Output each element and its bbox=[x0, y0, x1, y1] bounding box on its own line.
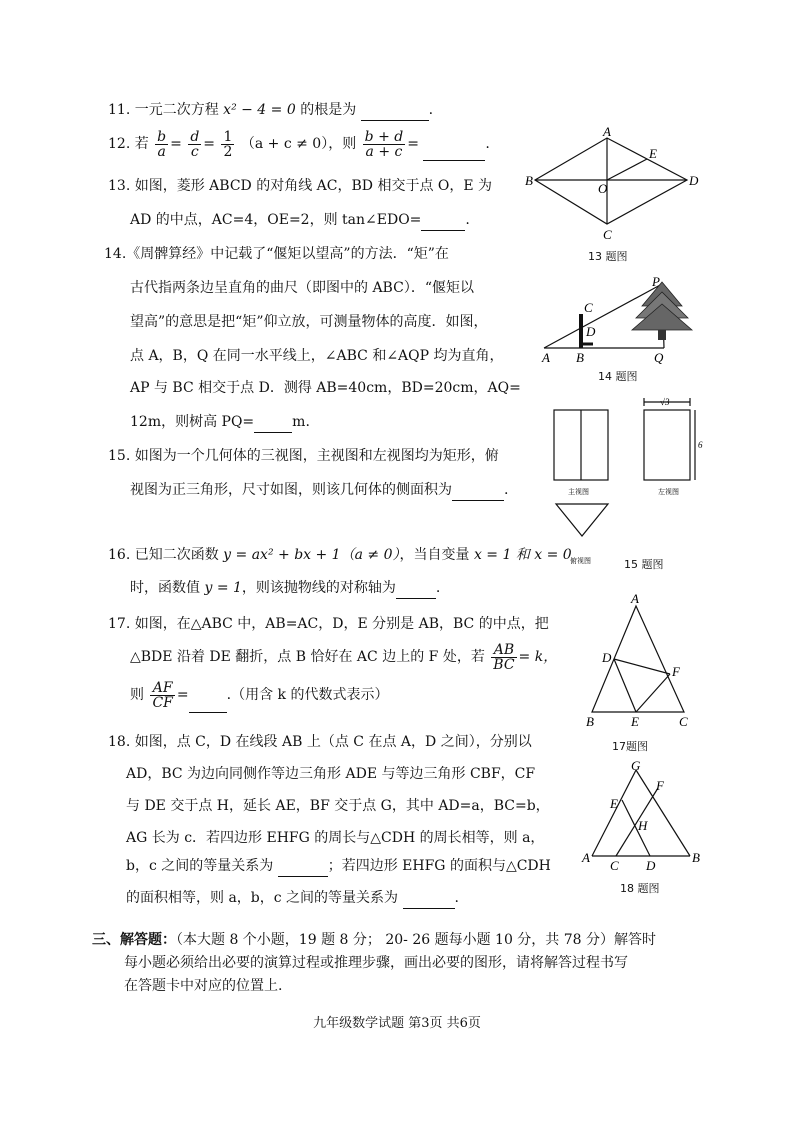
label-f: F bbox=[672, 664, 680, 679]
question-16-line-2 bbox=[130, 578, 440, 599]
fraction bbox=[221, 130, 234, 159]
question-14-line-2: 古代指两条边呈直角的曲尺（即图中的 ABC）．“偃矩以 bbox=[130, 280, 474, 296]
question-17-line-3 bbox=[130, 678, 388, 713]
period: . bbox=[428, 102, 434, 118]
top-view-label: 俯视图 bbox=[570, 557, 591, 565]
label-c: C bbox=[679, 714, 688, 729]
equals-sign: = bbox=[203, 136, 216, 152]
fraction bbox=[155, 130, 168, 159]
answer-blank bbox=[452, 480, 504, 501]
rhombus-abcd bbox=[535, 138, 687, 224]
condition-text: （a + c ≠ 0），则 bbox=[240, 136, 357, 152]
question-number: 18. bbox=[108, 734, 131, 750]
section-3-line-3: 在答题卡中对应的位置上. bbox=[124, 978, 283, 994]
question-18-line-2: AD，BC 为边向同侧作等边三角形 ADE 与等边三角形 CBF，CF bbox=[126, 766, 536, 782]
label-e: E bbox=[610, 796, 618, 811]
label-d: D bbox=[586, 324, 596, 339]
numerator: 1 bbox=[223, 128, 233, 145]
question-text: 视图为正三角形，尺寸如图，则该几何体的侧面积为 bbox=[130, 482, 452, 498]
period: . bbox=[485, 136, 490, 152]
question-number: 13. bbox=[108, 178, 131, 194]
figure-caption: 18 题图 bbox=[620, 882, 660, 895]
label-d: D bbox=[646, 858, 656, 873]
answer-blank bbox=[189, 678, 227, 713]
equilateral-triangles-figure bbox=[580, 758, 710, 876]
label-h: H bbox=[638, 818, 648, 833]
question-text: △BDE 沿着 DE 翻折，点 B 恰好在 AC 边上的 F 处，若 bbox=[130, 649, 485, 665]
label-a: A bbox=[631, 591, 639, 606]
label-b: B bbox=[576, 350, 584, 364]
question-text: AD 的中点，AC=4，OE=2，则 tan∠EDO= bbox=[130, 212, 422, 228]
label-c: C bbox=[610, 858, 619, 873]
ruler-bc bbox=[579, 314, 583, 348]
question-14-line-3: 望高”的意思是把“矩”仰立放，可测量物体的高度．如图， bbox=[130, 314, 488, 330]
section-instructions: （本大题 8 个小题，19 题 8 分； 20- 26 题每小题 10 分，共 78 分）解答时 bbox=[176, 932, 657, 948]
equals-sign: = bbox=[176, 687, 189, 703]
triangle-fold-figure bbox=[580, 590, 700, 730]
question-11 bbox=[108, 100, 433, 121]
label-g: G bbox=[631, 758, 641, 773]
label-p: P bbox=[652, 274, 660, 289]
label-d: D bbox=[602, 650, 612, 665]
question-text: m. bbox=[292, 414, 310, 430]
question-text: 时，函数值 bbox=[130, 580, 200, 596]
numerator: b bbox=[157, 128, 167, 145]
question-text: 《周髀算经》中记载了“偃矩以望高”的方法．“矩”在 bbox=[126, 246, 449, 262]
answer-blank bbox=[361, 100, 429, 121]
question-15-line-2 bbox=[130, 480, 508, 501]
label-c: C bbox=[584, 300, 593, 315]
numerator: d bbox=[190, 128, 200, 145]
width-label: √3 bbox=[660, 397, 670, 407]
segment-de bbox=[614, 659, 636, 712]
period: . bbox=[435, 580, 441, 596]
question-text: .（用含 k 的代数式表示） bbox=[226, 687, 389, 703]
equals-sign: = bbox=[407, 136, 419, 152]
question-text: 12m，则树高 PQ= bbox=[130, 414, 255, 430]
tree-icon bbox=[632, 282, 692, 340]
top-view-triangle bbox=[556, 504, 608, 536]
fraction bbox=[491, 643, 516, 672]
denominator: CF bbox=[152, 694, 173, 711]
question-text: = k， bbox=[518, 649, 558, 665]
label-e: E bbox=[649, 146, 657, 161]
label-f: F bbox=[656, 778, 664, 793]
question-text: 如图，在△ABC 中，AB=AC，D，E 分别是 AB，BC 的中点，把 bbox=[134, 616, 549, 632]
page-footer: 九年级数学试题 第3页 共6页 bbox=[313, 1016, 481, 1031]
label-o: O bbox=[598, 181, 608, 196]
fraction bbox=[363, 130, 406, 159]
numerator: AF bbox=[150, 681, 174, 696]
question-18-line-4: AG 长为 c．若四边形 EHFG 的周长与△CDH 的周长相等，则 a， bbox=[126, 830, 545, 846]
label-b: B bbox=[525, 173, 533, 188]
denominator: a bbox=[157, 143, 166, 160]
question-text: 如图，菱形 ABCD 的对角线 AC，BD 相交于点 O，E 为 bbox=[134, 178, 493, 194]
question-18-line-3: 与 DE 交于点 H，延长 AE，BF 交于点 G，其中 AD=a，BC=b， bbox=[126, 798, 550, 814]
answer-blank bbox=[421, 210, 465, 231]
section-3-line-1 bbox=[92, 930, 656, 950]
question-text: ；若四边形 EHFG 的面积与△CDH bbox=[327, 858, 551, 874]
height-label: 6 bbox=[698, 440, 703, 450]
period: . bbox=[504, 482, 509, 498]
period: . bbox=[465, 212, 470, 228]
question-13-line-2 bbox=[130, 210, 470, 231]
answer-blank bbox=[254, 412, 292, 433]
question-text: 的面积相等，则 a，b，c 之间的等量关系为 bbox=[126, 890, 399, 906]
denominator: 2 bbox=[223, 143, 233, 160]
rhombus-figure bbox=[525, 126, 705, 246]
question-12 bbox=[108, 128, 490, 161]
denominator: c bbox=[190, 143, 199, 160]
question-number: 15. bbox=[108, 448, 131, 464]
question-14-line-4: 点 A，B，Q 在同一水平线上，∠ABC 和∠AQP 均为直角， bbox=[130, 348, 504, 364]
question-number: 14. bbox=[104, 246, 127, 262]
question-18-line-5 bbox=[126, 856, 551, 877]
question-18-line-1 bbox=[108, 732, 532, 752]
question-text: 如图，点 C，D 在线段 AB 上（点 C 在点 A，D 之间），分别以 bbox=[134, 734, 532, 750]
question-17-line-2 bbox=[130, 640, 557, 674]
section-heading: 三、解答题： bbox=[92, 932, 176, 948]
question-text: 则 bbox=[130, 687, 144, 703]
question-15-line-1 bbox=[108, 446, 499, 466]
denominator: BC bbox=[493, 656, 515, 673]
figure-caption: 15 题图 bbox=[624, 558, 664, 571]
three-view-figure bbox=[548, 396, 718, 566]
equation: x² − 4 = 0 bbox=[223, 102, 296, 118]
question-number: 12. bbox=[108, 136, 131, 152]
left-view-label: 左视图 bbox=[658, 488, 679, 496]
question-text: 已知二次函数 bbox=[134, 547, 219, 563]
numerator: b + d bbox=[364, 128, 404, 145]
question-17-line-1 bbox=[108, 614, 549, 634]
label-a: A bbox=[603, 126, 611, 139]
equation: y = 1 bbox=[204, 580, 242, 596]
question-number: 11. bbox=[108, 102, 131, 118]
left-view-rect bbox=[644, 410, 690, 480]
label-q: Q bbox=[654, 350, 664, 364]
segment-cf bbox=[616, 788, 658, 856]
fraction bbox=[188, 130, 201, 159]
equation: y = ax² + bx + 1（a ≠ 0） bbox=[223, 547, 400, 563]
figure-caption: 13 题图 bbox=[588, 250, 628, 263]
equation: x = 1 和 x = 0 bbox=[473, 547, 572, 563]
question-18-line-6 bbox=[126, 888, 459, 909]
fraction bbox=[150, 681, 174, 710]
figure-caption: 17题图 bbox=[612, 740, 648, 753]
question-text: ，则该抛物线的对称轴为 bbox=[241, 580, 396, 596]
segment-oe bbox=[607, 159, 647, 180]
question-text: 一元二次方程 bbox=[134, 102, 219, 118]
question-text: 若 bbox=[134, 136, 149, 152]
front-view-label: 主视图 bbox=[568, 488, 589, 496]
label-a: A bbox=[582, 850, 590, 865]
question-13-line-1 bbox=[108, 176, 492, 196]
answer-blank bbox=[396, 578, 436, 599]
question-14-line-1 bbox=[104, 244, 449, 264]
denominator: a + c bbox=[365, 143, 403, 160]
label-c: C bbox=[603, 227, 612, 242]
question-number: 17. bbox=[108, 616, 131, 632]
question-text: 如图为一个几何体的三视图，主视图和左视图均为矩形，俯 bbox=[134, 448, 499, 464]
question-number: 16. bbox=[108, 547, 131, 563]
question-16-line-1 bbox=[108, 545, 572, 565]
label-b: B bbox=[586, 714, 594, 729]
question-text: 的根是为 bbox=[300, 102, 357, 118]
figure-caption: 14 题图 bbox=[598, 370, 638, 383]
section-3-line-2: 每小题必须给出必要的演算过程或推理步骤，画出必要的图形，请将解答过程书写 bbox=[124, 955, 628, 971]
label-b: B bbox=[692, 850, 700, 865]
period: . bbox=[454, 890, 459, 906]
answer-blank bbox=[278, 856, 328, 877]
equals-sign: = bbox=[170, 136, 182, 152]
question-14-line-6 bbox=[130, 412, 310, 433]
segment-ag bbox=[592, 770, 636, 856]
label-e: E bbox=[631, 714, 639, 729]
question-text: ，当自变量 bbox=[399, 547, 470, 563]
numerator: AB bbox=[491, 643, 516, 658]
tree-measurement-figure bbox=[538, 272, 718, 364]
question-14-line-5: AP 与 BC 相交于点 D．测得 AB=40cm，BD=20cm，AQ= bbox=[130, 380, 521, 396]
answer-blank bbox=[423, 128, 485, 161]
label-d: D bbox=[689, 173, 699, 188]
segment-ef bbox=[636, 674, 670, 712]
answer-blank bbox=[403, 888, 455, 909]
question-text: b，c 之间的等量关系为 bbox=[126, 858, 274, 874]
label-a: A bbox=[542, 350, 550, 364]
